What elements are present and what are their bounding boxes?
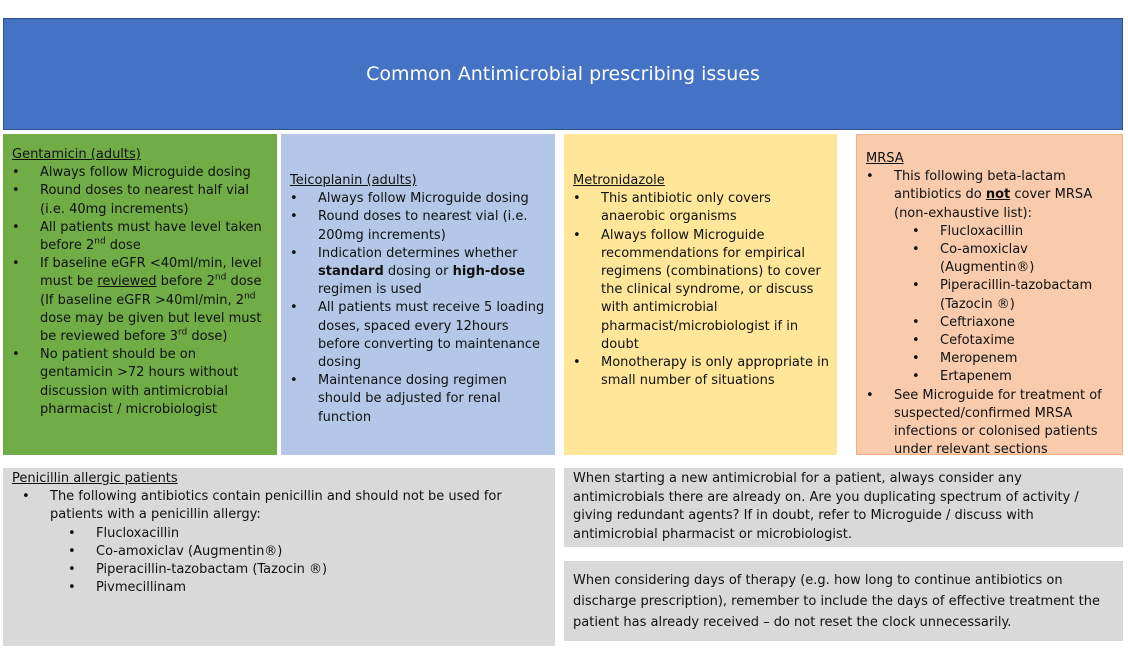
list-item-text: dose (If baseline eGFR >40ml/min, 2 [40, 274, 262, 308]
list-item-text: dosing or [383, 264, 453, 280]
superscript: nd [244, 291, 256, 302]
list-item: • All patients must receive 5 loading doses, spaced every 12hours before converting to maintenance dosing [290, 299, 549, 372]
days-of-therapy-note-box [564, 561, 1123, 641]
mrsa-panel [856, 134, 1123, 458]
bold-text: standard [318, 264, 384, 280]
list-item: • Maintenance dosing regimen should be adjusted for renal function [290, 372, 549, 427]
list-item [290, 245, 549, 300]
drug-item: • Flucloxacillin [894, 223, 1116, 241]
list-item: • No patient should be on gentamicin >72 hours without discussion with antimicrobial pharmacist / microbiologist [12, 346, 271, 419]
penicillin-panel [3, 468, 555, 646]
superscript: nd [214, 273, 227, 284]
mrsa-title: MRSA [866, 151, 904, 166]
drug-item: • Piperacillin-tazobactam (Tazocin ®) [894, 277, 1116, 313]
drug-item: • Co-amoxiclav (Augmentin®) [12, 543, 549, 561]
page-header [3, 18, 1123, 130]
duplicating-note-box [564, 468, 1123, 547]
gentamicin-list [12, 164, 271, 419]
list-item: • Monotherapy is only appropriate in small number of situations [573, 354, 831, 390]
list-item-text: cover MRSA (non-exhaustive list): [894, 187, 1093, 221]
list-item-text: dose may be given but level must be reviewed before 3 [40, 310, 262, 345]
penicillin-drug-list [12, 525, 549, 598]
list-item [12, 488, 549, 524]
teicoplanin-title: Teicoplanin (adults) [290, 173, 417, 188]
list-item [12, 219, 271, 255]
drug-item: • Co-amoxiclav (Augmentin®) [894, 241, 1116, 277]
drug-item: • Pivmecillinam [12, 579, 549, 597]
mrsa-drug-list [894, 223, 1116, 387]
list-item: • Always follow Microguide recommendations for empirical regimens (combinations) to cover the clinical syndrome, or discuss with antimicrobial pharmacist/microbiologist if in doubt [573, 227, 831, 354]
drug-item: • Meropenem [894, 350, 1116, 368]
teicoplanin-panel [281, 134, 555, 455]
list-item: • Always follow Microguide dosing [290, 190, 549, 208]
mrsa-list [866, 168, 1116, 459]
bold-underlined-text: not [985, 187, 1011, 203]
superscript: rd [178, 327, 188, 338]
drug-item: • Piperacillin-tazobactam (Tazocin ®) [12, 561, 549, 579]
metronidazole-panel [564, 134, 837, 455]
list-item-text: This following beta-lactam antibiotics do [894, 169, 1066, 203]
penicillin-list [12, 488, 549, 524]
superscript: nd [94, 236, 106, 247]
teicoplanin-list [290, 190, 549, 427]
drug-item: • Ertapenem [894, 368, 1116, 386]
duplicating-note-text: When starting a new antimicrobial for a patient, always consider any antimicrobials there are already on. Are you duplicating spectrum of activity / giving redundant agents? If in doubt, refer to Microguide / discuss with antimicrobial pharmacist or microbiologist. [573, 471, 1079, 542]
penicillin-title: Penicillin allergic patients [12, 471, 178, 486]
metronidazole-list [573, 190, 831, 390]
metronidazole-title: Metronidazole [573, 173, 665, 188]
list-item-text: The following antibiotics contain penicillin and should not be used for patients with a penicillin allergy: [50, 489, 502, 523]
list-item-text: dose [105, 238, 141, 254]
bold-text: high-dose [452, 264, 526, 280]
list-item-text: Indication determines whether [318, 245, 518, 261]
list-item: • Round doses to nearest half vial (i.e. 40mg increments) [12, 182, 271, 218]
list-item-text: All patients must have level taken before 2 [40, 219, 262, 254]
list-item-text: If baseline eGFR <40ml/min, level must be [40, 256, 262, 290]
underlined-text: reviewed [97, 274, 157, 290]
list-item [866, 168, 1116, 386]
list-item: • Always follow Microguide dosing [12, 164, 271, 182]
page-title: Common Antimicrobial prescribing issues [366, 63, 760, 85]
gentamicin-panel [3, 134, 277, 455]
drug-item: • Cefotaxime [894, 332, 1116, 350]
list-item: • This antibiotic only covers anaerobic organisms [573, 190, 831, 226]
list-item-text: dose) [187, 329, 228, 345]
list-item-text: before 2 [156, 274, 215, 290]
gentamicin-title: Gentamicin (adults) [12, 147, 141, 162]
list-item-text: regimen is used [318, 282, 422, 298]
list-item: • Round doses to nearest vial (i.e. 200mg increments) [290, 208, 549, 244]
days-of-therapy-note-text: When considering days of therapy (e.g. how long to continue antibiotics on discharge prescription), remember to include the days of effective treatment the patient has already received – do not reset the clock unnecessarily. [573, 573, 1100, 630]
drug-item: • Ceftriaxone [894, 314, 1116, 332]
list-item [12, 255, 271, 346]
list-item: • See Microguide for treatment of suspected/confirmed MRSA infections or colonised patients under relevant sections [866, 387, 1116, 460]
drug-item: • Flucloxacillin [12, 525, 549, 543]
